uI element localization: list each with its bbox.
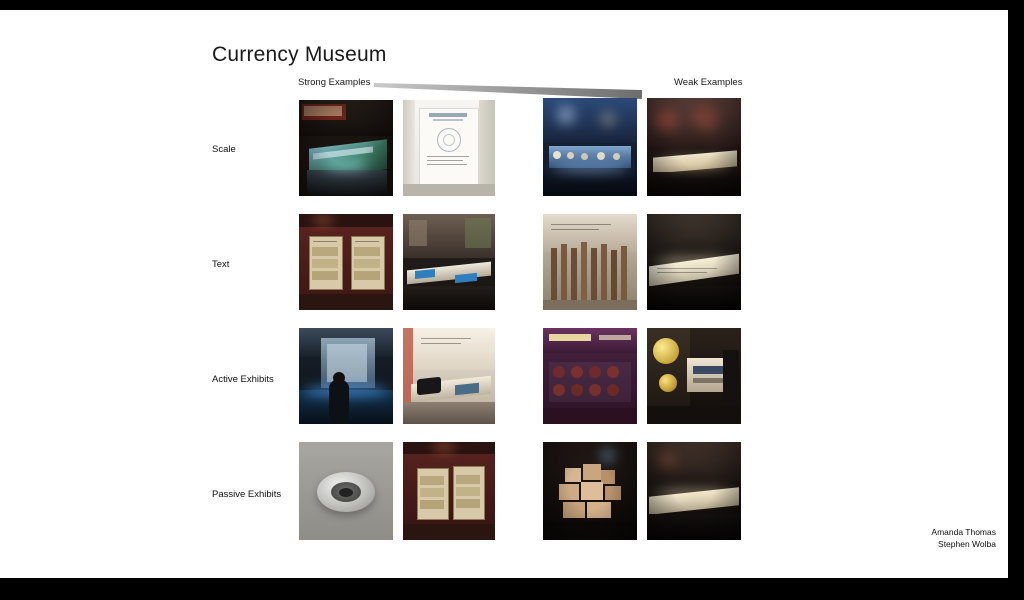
credits <box>931 527 996 550</box>
row-label-text: Text <box>212 259 230 270</box>
photo-scale-strong-2 <box>403 100 495 196</box>
photo-passive-weak-1 <box>543 442 637 540</box>
photo-scale-weak-1 <box>543 98 637 196</box>
photo-passive-strong-1 <box>299 442 393 540</box>
credit-line-2: Stephen Wolba <box>938 538 996 549</box>
photo-text-strong-1 <box>299 214 393 310</box>
row-label-active-exhibits: Active Exhibits <box>212 374 274 385</box>
photo-text-weak-2 <box>647 214 741 310</box>
photo-scale-weak-2 <box>647 98 741 196</box>
slide-canvas <box>0 10 1008 578</box>
photo-active-weak-2 <box>647 328 741 424</box>
axis-label-weak: Weak Examples <box>674 77 743 88</box>
letterbox-right <box>1008 0 1024 600</box>
axis-label-strong: Strong Examples <box>298 77 371 88</box>
photo-text-weak-1 <box>543 214 637 310</box>
photo-active-strong-1 <box>299 328 393 424</box>
credit-line-1: Amanda Thomas <box>931 527 996 538</box>
row-label-scale: Scale <box>212 144 236 155</box>
photo-text-strong-2 <box>403 214 495 310</box>
photo-active-strong-2 <box>403 328 495 424</box>
row-label-passive-exhibits: Passive Exhibits <box>212 489 282 500</box>
photo-passive-weak-2 <box>647 442 741 540</box>
photo-passive-strong-2 <box>403 442 495 540</box>
photo-scale-strong-1 <box>299 100 393 196</box>
photo-active-weak-1 <box>543 328 637 424</box>
page-title: Currency Museum <box>212 43 387 66</box>
